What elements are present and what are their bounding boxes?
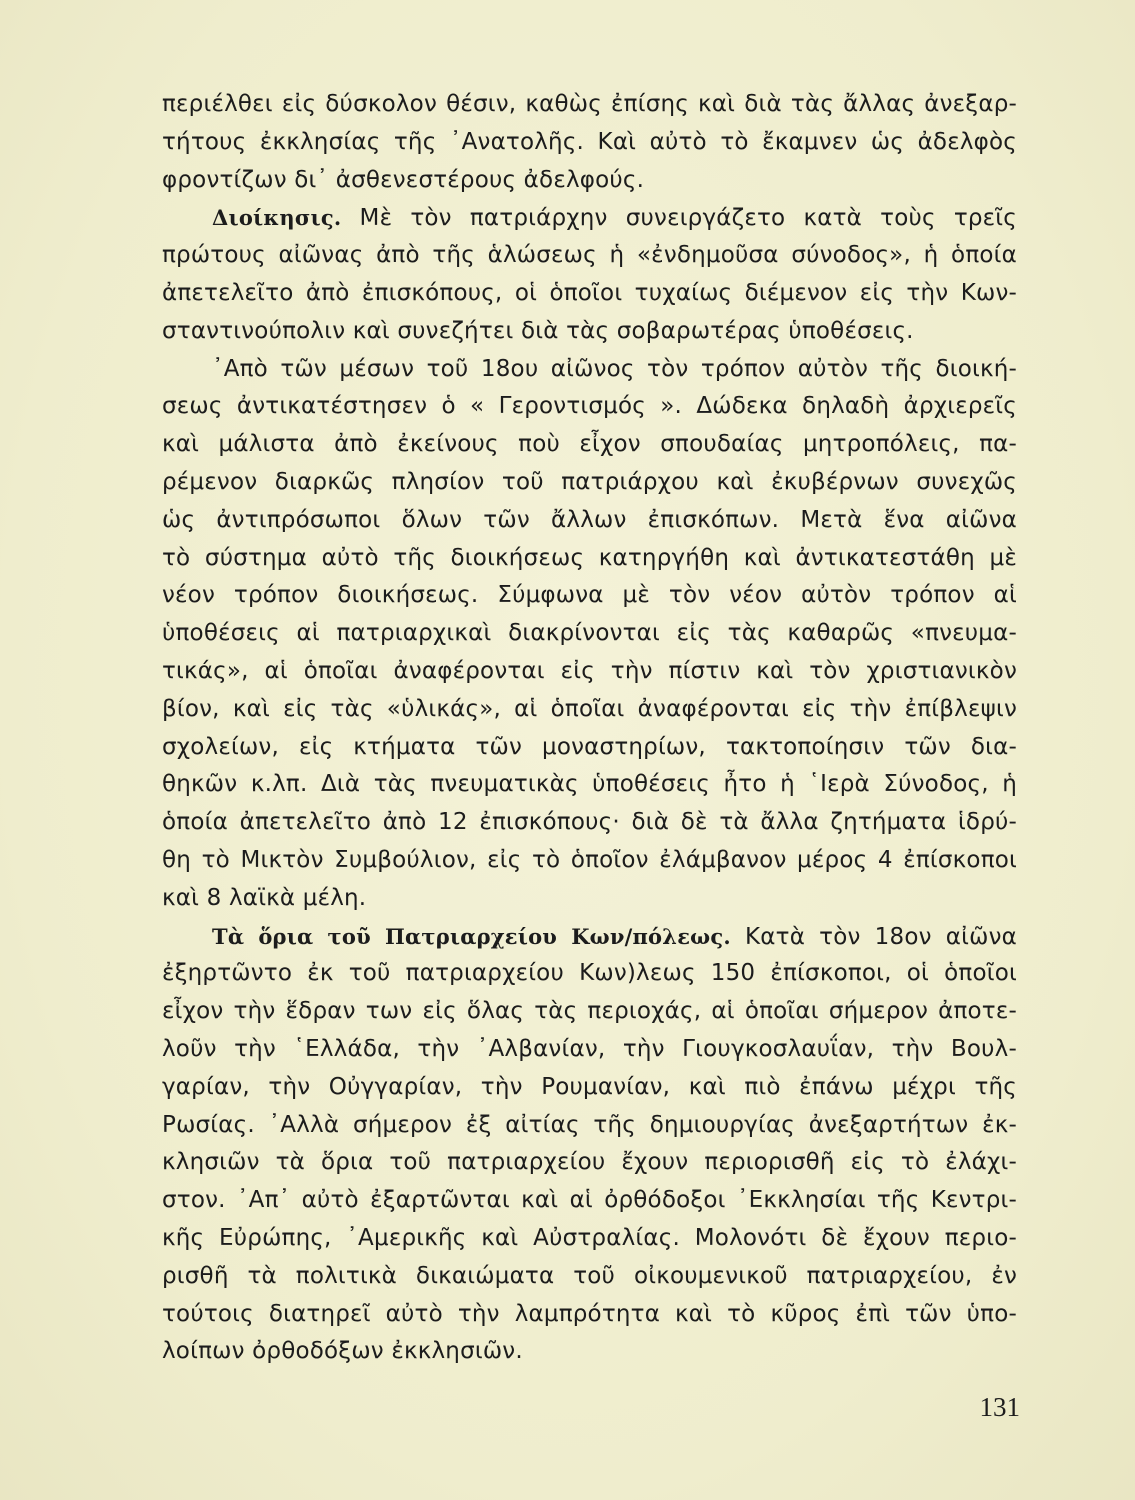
text-line: κλησιῶν τὰ ὅρια τοῦ πατριαρχείου ἔχουν περιορισθῆ εἰς τὸ ἐλάχι- xyxy=(162,1149,1017,1176)
section-heading-dioikisis: Διοίκησις. xyxy=(212,205,342,231)
text-line: εἶχον τὴν ἕδραν των εἰς ὅλας τὰς περιοχάς, αἱ ὁποῖαι σήμερον ἀποτε- xyxy=(162,998,1017,1025)
text-span: Κατὰ τὸν 18ον αἰῶνα xyxy=(745,923,1017,950)
text-span: Μὲ τὸν πατριάρχην συνειργάζετο κατὰ τοὺς τρεῖς xyxy=(359,205,1017,232)
text-line: πρώτους αἰῶνας ἀπὸ τῆς ἁλώσεως ἡ «ἐνδημοῦσα σύνοδος», ἡ ὁποία xyxy=(162,242,1017,269)
body-text xyxy=(162,86,1017,1371)
text-line: νέον τρόπον διοικήσεως. Σύμφωνα μὲ τὸν νέον αὐτὸν τρόπον αἱ xyxy=(162,582,1017,609)
text-line: σταντινούπολιν καὶ συνεζήτει διὰ τὰς σοβαρωτέρας ὑποθέσεις. xyxy=(162,317,914,344)
text-line: σεως ἀντικατέστησεν ὁ « Γεροντισμός ». Δώδεκα δηλαδὴ ἀρχιερεῖς xyxy=(162,393,1017,420)
text-line: τικάς», αἱ ὁποῖαι ἀναφέρονται εἰς τὴν πίστιν καὶ τὸν χριστιανικὸν xyxy=(162,657,1017,684)
text-line: λοῦν τὴν ῾Ελλάδα, τὴν ᾿Αλβανίαν, τὴν Γιουγκοσλαυΐαν, τὴν Βουλ- xyxy=(162,1035,1017,1062)
text-line: ὡς ἀντιπρόσωποι ὅλων τῶν ἄλλων ἐπισκόπων. Μετὰ ἕνα αἰῶνα xyxy=(162,506,1017,533)
text-line: ἀπετελεῖτο ἀπὸ ἐπισκόπους, οἱ ὁποῖοι τυχαίως διέμενον εἰς τὴν Κων- xyxy=(162,279,1017,306)
text-line: ἐξηρτῶντο ἐκ τοῦ πατριαρχείου Κων)λεως 150 ἐπίσκοποι, οἱ ὁποῖοι xyxy=(162,960,1017,987)
text-line: ᾿Απὸ τῶν μέσων τοῦ 18ου αἰῶνος τὸν τρόπον αὐτὸν τῆς διοική- xyxy=(212,355,1017,382)
text-line: ρισθῆ τὰ πολιτικὰ δικαιώματα τοῦ οἰκουμενικοῦ πατριαρχείου, ἐν xyxy=(162,1262,1017,1289)
text-line: γαρίαν, τὴν Οὐγγαρίαν, τὴν Ρουμανίαν, καὶ πιὸ ἐπάνω μέχρι τῆς xyxy=(162,1073,1017,1100)
text-line: περιέλθει εἰς δύσκολον θέσιν, καθὼς ἐπίσης καὶ διὰ τὰς ἄλλας ἀνεξαρ- xyxy=(162,91,1017,117)
text-line: τήτους ἐκκλησίας τῆς ᾿Ανατολῆς. Καὶ αὐτὸ τὸ ἔκαμνεν ὡς ἀδελφὸς xyxy=(162,128,1017,155)
text-line xyxy=(162,918,1017,956)
text-line: φροντίζων δι᾿ ἀσθενεστέρους ἀδελφούς. xyxy=(162,166,645,193)
page-number: 131 xyxy=(979,1392,1020,1422)
text-line: λοίπων ὀρθοδόξων ἐκκλησιῶν. xyxy=(162,1338,523,1365)
text-line xyxy=(162,199,1017,237)
text-line: σχολείων, εἰς κτήματα τῶν μοναστηρίων, τακτοποίησιν τῶν δια- xyxy=(162,733,1017,760)
text-line: καὶ μάλιστα ἀπὸ ἐκείνους ποὺ εἶχον σπουδαίας μητροπόλεις, πα- xyxy=(162,431,1017,458)
text-line: στον. ᾿Απ᾿ αὐτὸ ἐξαρτῶνται καὶ αἱ ὀρθόδοξοι ᾿Εκκλησίαι τῆς Κεντρι- xyxy=(162,1187,1017,1214)
text-line: ὑποθέσεις αἱ πατριαρχικαὶ διακρίνονται εἰς τὰς καθαρῶς «πνευμα- xyxy=(162,620,1017,647)
text-line: καὶ 8 λαϊκὰ μέλη. xyxy=(162,884,367,911)
text-line: ὁποία ἀπετελεῖτο ἀπὸ 12 ἐπισκόπους· διὰ δὲ τὰ ἄλλα ζητήματα ἱδρύ- xyxy=(162,809,1017,836)
text-line: τούτοις διατηρεῖ αὐτὸ τὴν λαμπρότητα καὶ τὸ κῦρος ἐπὶ τῶν ὑπο- xyxy=(162,1300,1017,1327)
text-line: θηκῶν κ.λπ. Διὰ τὰς πνευματικὰς ὑποθέσεις ἦτο ἡ ῾Ιερὰ Σύνοδος, ἡ xyxy=(162,771,1017,798)
text-line: κῆς Εὐρώπης, ᾿Αμερικῆς καὶ Αὐστραλίας. Μολονότι δὲ ἔχουν περιο- xyxy=(162,1224,1017,1251)
text-line: Ρωσίας. ᾿Αλλὰ σήμερον ἐξ αἰτίας τῆς δημιουργίας ἀνεξαρτήτων ἐκ- xyxy=(162,1111,1017,1138)
text-line: τὸ σύστημα αὐτὸ τῆς διοικήσεως κατηργήθη καὶ ἀντικατεστάθη μὲ xyxy=(162,544,1017,571)
section-heading-boundaries: Τὰ ὅρια τοῦ Πατριαρχείου Κων/πόλεως. xyxy=(212,923,731,949)
text-line: βίον, καὶ εἰς τὰς «ὑλικάς», αἱ ὁποῖαι ἀναφέρονται εἰς τὴν ἐπίβλεψιν xyxy=(162,695,1017,722)
text-line: θη τὸ Μικτὸν Συμβούλιον, εἰς τὸ ὁποῖον ἐλάμβανον μέρος 4 ἐπίσκοποι xyxy=(162,846,1017,873)
text-line: ρέμενον διαρκῶς πλησίον τοῦ πατριάρχου καὶ ἐκυβέρνων συνεχῶς xyxy=(162,468,1017,495)
